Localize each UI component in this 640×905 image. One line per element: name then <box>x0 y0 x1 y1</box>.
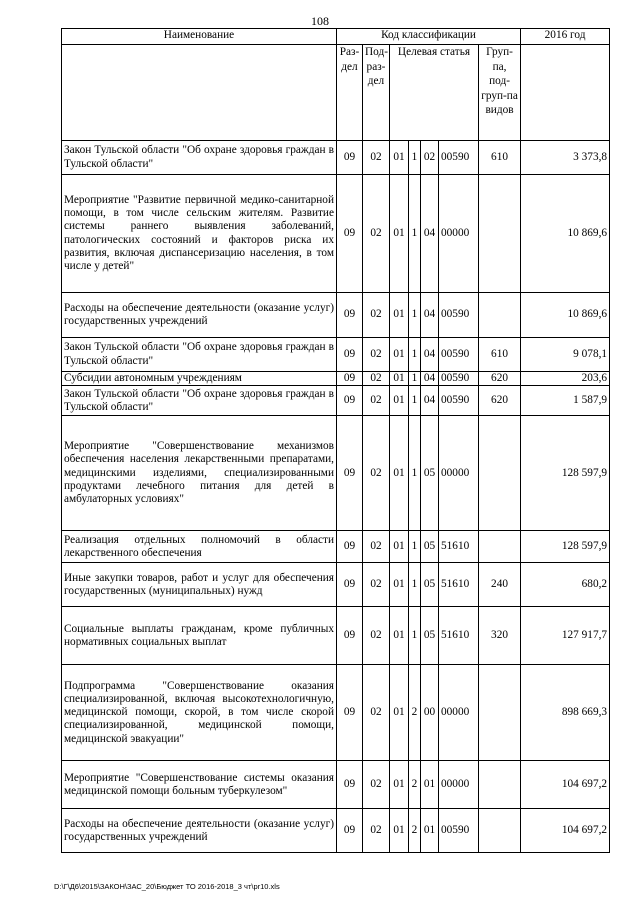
row-program: 01 <box>390 386 409 416</box>
row-subsection: 02 <box>363 563 390 607</box>
page-number: 108 <box>311 14 329 28</box>
header-row-sub <box>62 45 610 141</box>
table-row <box>62 531 610 563</box>
row-direction: 00000 <box>439 175 479 293</box>
table-row <box>62 175 610 293</box>
row-subprogram: 2 <box>409 809 421 853</box>
row-direction: 00590 <box>439 809 479 853</box>
row-subsection: 02 <box>363 293 390 338</box>
row-section: 09 <box>337 761 363 809</box>
row-direction: 00590 <box>439 293 479 338</box>
row-expense-group <box>479 665 521 761</box>
row-section: 09 <box>337 293 363 338</box>
table-row <box>62 141 610 175</box>
row-program: 01 <box>390 607 409 665</box>
row-program: 01 <box>390 175 409 293</box>
row-direction: 51610 <box>439 531 479 563</box>
row-section: 09 <box>337 531 363 563</box>
row-subsection: 02 <box>363 761 390 809</box>
row-subsection: 02 <box>363 531 390 563</box>
row-amount: 104 697,2 <box>521 761 610 809</box>
table-row <box>62 563 610 607</box>
row-subprogram: 1 <box>409 338 421 372</box>
row-subprogram: 1 <box>409 141 421 175</box>
file-path-footer: D:\Г\Д6\2015\ЗАКОН\ЗАС_20\Бюджет ТО 2016-2018_3 чт\pr10.xls <box>54 882 280 891</box>
row-subprogram: 1 <box>409 531 421 563</box>
row-activity: 05 <box>421 416 439 531</box>
row-section: 09 <box>337 563 363 607</box>
row-section: 09 <box>337 386 363 416</box>
row-amount: 128 597,9 <box>521 416 610 531</box>
row-name: Расходы на обеспечение деятельности (оказание услуг) государственных учреждений <box>62 293 337 338</box>
row-name: Расходы на обеспечение деятельности (оказание услуг) государственных учреждений <box>62 809 337 853</box>
row-name: Субсидии автономным учреждениям <box>62 372 337 386</box>
row-amount: 128 597,9 <box>521 531 610 563</box>
table-row <box>62 293 610 338</box>
row-amount: 680,2 <box>521 563 610 607</box>
row-subsection: 02 <box>363 809 390 853</box>
row-direction: 51610 <box>439 607 479 665</box>
row-name: Реализация отдельных полномочий в области лекарственного обеспечения <box>62 531 337 563</box>
row-amount: 127 917,7 <box>521 607 610 665</box>
row-direction: 00590 <box>439 338 479 372</box>
header-year: 2016 год <box>521 29 610 45</box>
header-name-blank <box>62 45 337 141</box>
row-section: 09 <box>337 416 363 531</box>
row-name: Мероприятие "Развитие первичной медико-санитарной помощи, в том числе сельским жителям. Развитие системы раннего выявления заболеваний, патологических состояний и факторов риска их развития, включая диспансеризацию населения, в том числе у детей" <box>62 175 337 293</box>
row-direction: 00590 <box>439 386 479 416</box>
row-expense-group: 620 <box>479 386 521 416</box>
row-subprogram: 1 <box>409 386 421 416</box>
row-expense-group: 240 <box>479 563 521 607</box>
row-section: 09 <box>337 607 363 665</box>
row-direction: 00590 <box>439 141 479 175</box>
row-section: 09 <box>337 372 363 386</box>
row-program: 01 <box>390 338 409 372</box>
row-section: 09 <box>337 175 363 293</box>
row-subsection: 02 <box>363 607 390 665</box>
row-subsection: 02 <box>363 338 390 372</box>
row-subprogram: 1 <box>409 563 421 607</box>
header-classification-code: Код классификации <box>337 29 521 45</box>
row-expense-group: 610 <box>479 141 521 175</box>
row-amount: 3 373,8 <box>521 141 610 175</box>
table-row <box>62 416 610 531</box>
row-subprogram: 1 <box>409 372 421 386</box>
row-expense-group: 320 <box>479 607 521 665</box>
row-direction: 00000 <box>439 665 479 761</box>
row-name: Закон Тульской области "Об охране здоровья граждан в Тульской области" <box>62 338 337 372</box>
row-subsection: 02 <box>363 665 390 761</box>
row-name: Социальные выплаты гражданам, кроме публичных нормативных социальных выплат <box>62 607 337 665</box>
row-subprogram: 2 <box>409 665 421 761</box>
row-activity: 01 <box>421 761 439 809</box>
row-program: 01 <box>390 531 409 563</box>
header-name: Наименование <box>62 29 337 45</box>
header-section: Раз-дел <box>337 45 363 141</box>
row-expense-group <box>479 175 521 293</box>
header-year-blank <box>521 45 610 141</box>
row-expense-group <box>479 531 521 563</box>
row-amount: 1 587,9 <box>521 386 610 416</box>
row-amount: 203,6 <box>521 372 610 386</box>
row-direction: 00590 <box>439 372 479 386</box>
row-amount: 898 669,3 <box>521 665 610 761</box>
row-activity: 04 <box>421 386 439 416</box>
row-direction: 00000 <box>439 761 479 809</box>
row-section: 09 <box>337 338 363 372</box>
row-subprogram: 1 <box>409 607 421 665</box>
row-expense-group: 610 <box>479 338 521 372</box>
row-subsection: 02 <box>363 141 390 175</box>
row-name: Мероприятие "Совершенствование системы оказания медицинской помощи больным туберкулезом" <box>62 761 337 809</box>
header-target-article: Целевая статья <box>390 45 479 141</box>
row-program: 01 <box>390 563 409 607</box>
table-row <box>62 761 610 809</box>
row-program: 01 <box>390 809 409 853</box>
row-activity: 01 <box>421 809 439 853</box>
row-subprogram: 2 <box>409 761 421 809</box>
row-expense-group <box>479 293 521 338</box>
row-name: Подпрограмма "Совершенствование оказания специализированной, включая высокотехнологичную, медицинской помощи, скорой, в том числе скорой специализированной, медицинской помощи, медицинской эвакуации" <box>62 665 337 761</box>
row-activity: 04 <box>421 293 439 338</box>
row-subsection: 02 <box>363 386 390 416</box>
row-subsection: 02 <box>363 175 390 293</box>
table-row <box>62 386 610 416</box>
row-expense-group <box>479 809 521 853</box>
row-expense-group: 620 <box>479 372 521 386</box>
row-activity: 05 <box>421 563 439 607</box>
budget-table <box>61 28 610 853</box>
header-expense-group: Груп-па, под-груп-па видов <box>479 45 521 141</box>
table-row <box>62 338 610 372</box>
row-program: 01 <box>390 293 409 338</box>
row-expense-group <box>479 416 521 531</box>
row-activity: 05 <box>421 531 439 563</box>
table-row <box>62 809 610 853</box>
table-row <box>62 372 610 386</box>
row-name: Иные закупки товаров, работ и услуг для обеспечения государственных (муниципальных) нужд <box>62 563 337 607</box>
row-activity: 04 <box>421 175 439 293</box>
header-subsection: Под-раз-дел <box>363 45 390 141</box>
row-direction: 51610 <box>439 563 479 607</box>
row-program: 01 <box>390 665 409 761</box>
header-row-top <box>62 29 610 45</box>
row-activity: 05 <box>421 607 439 665</box>
row-name: Закон Тульской области "Об охране здоровья граждан в Тульской области" <box>62 386 337 416</box>
row-activity: 04 <box>421 338 439 372</box>
row-activity: 00 <box>421 665 439 761</box>
row-subsection: 02 <box>363 416 390 531</box>
row-program: 01 <box>390 372 409 386</box>
row-activity: 04 <box>421 372 439 386</box>
row-direction: 00000 <box>439 416 479 531</box>
row-activity: 02 <box>421 141 439 175</box>
row-name: Мероприятие "Совершенствование механизмов обеспечения населения лекарственными препаратами, медицинскими изделиями, специализированными продуктами лечебного питания для детей в амбулаторных условиях" <box>62 416 337 531</box>
row-program: 01 <box>390 416 409 531</box>
row-amount: 104 697,2 <box>521 809 610 853</box>
row-program: 01 <box>390 761 409 809</box>
row-subprogram: 1 <box>409 416 421 531</box>
row-section: 09 <box>337 141 363 175</box>
row-expense-group <box>479 761 521 809</box>
row-section: 09 <box>337 665 363 761</box>
table-row <box>62 665 610 761</box>
table-row <box>62 607 610 665</box>
row-amount: 9 078,1 <box>521 338 610 372</box>
row-subprogram: 1 <box>409 293 421 338</box>
row-subsection: 02 <box>363 372 390 386</box>
row-amount: 10 869,6 <box>521 175 610 293</box>
row-subprogram: 1 <box>409 175 421 293</box>
row-program: 01 <box>390 141 409 175</box>
row-section: 09 <box>337 809 363 853</box>
row-amount: 10 869,6 <box>521 293 610 338</box>
row-name: Закон Тульской области "Об охране здоровья граждан в Тульской области" <box>62 141 337 175</box>
